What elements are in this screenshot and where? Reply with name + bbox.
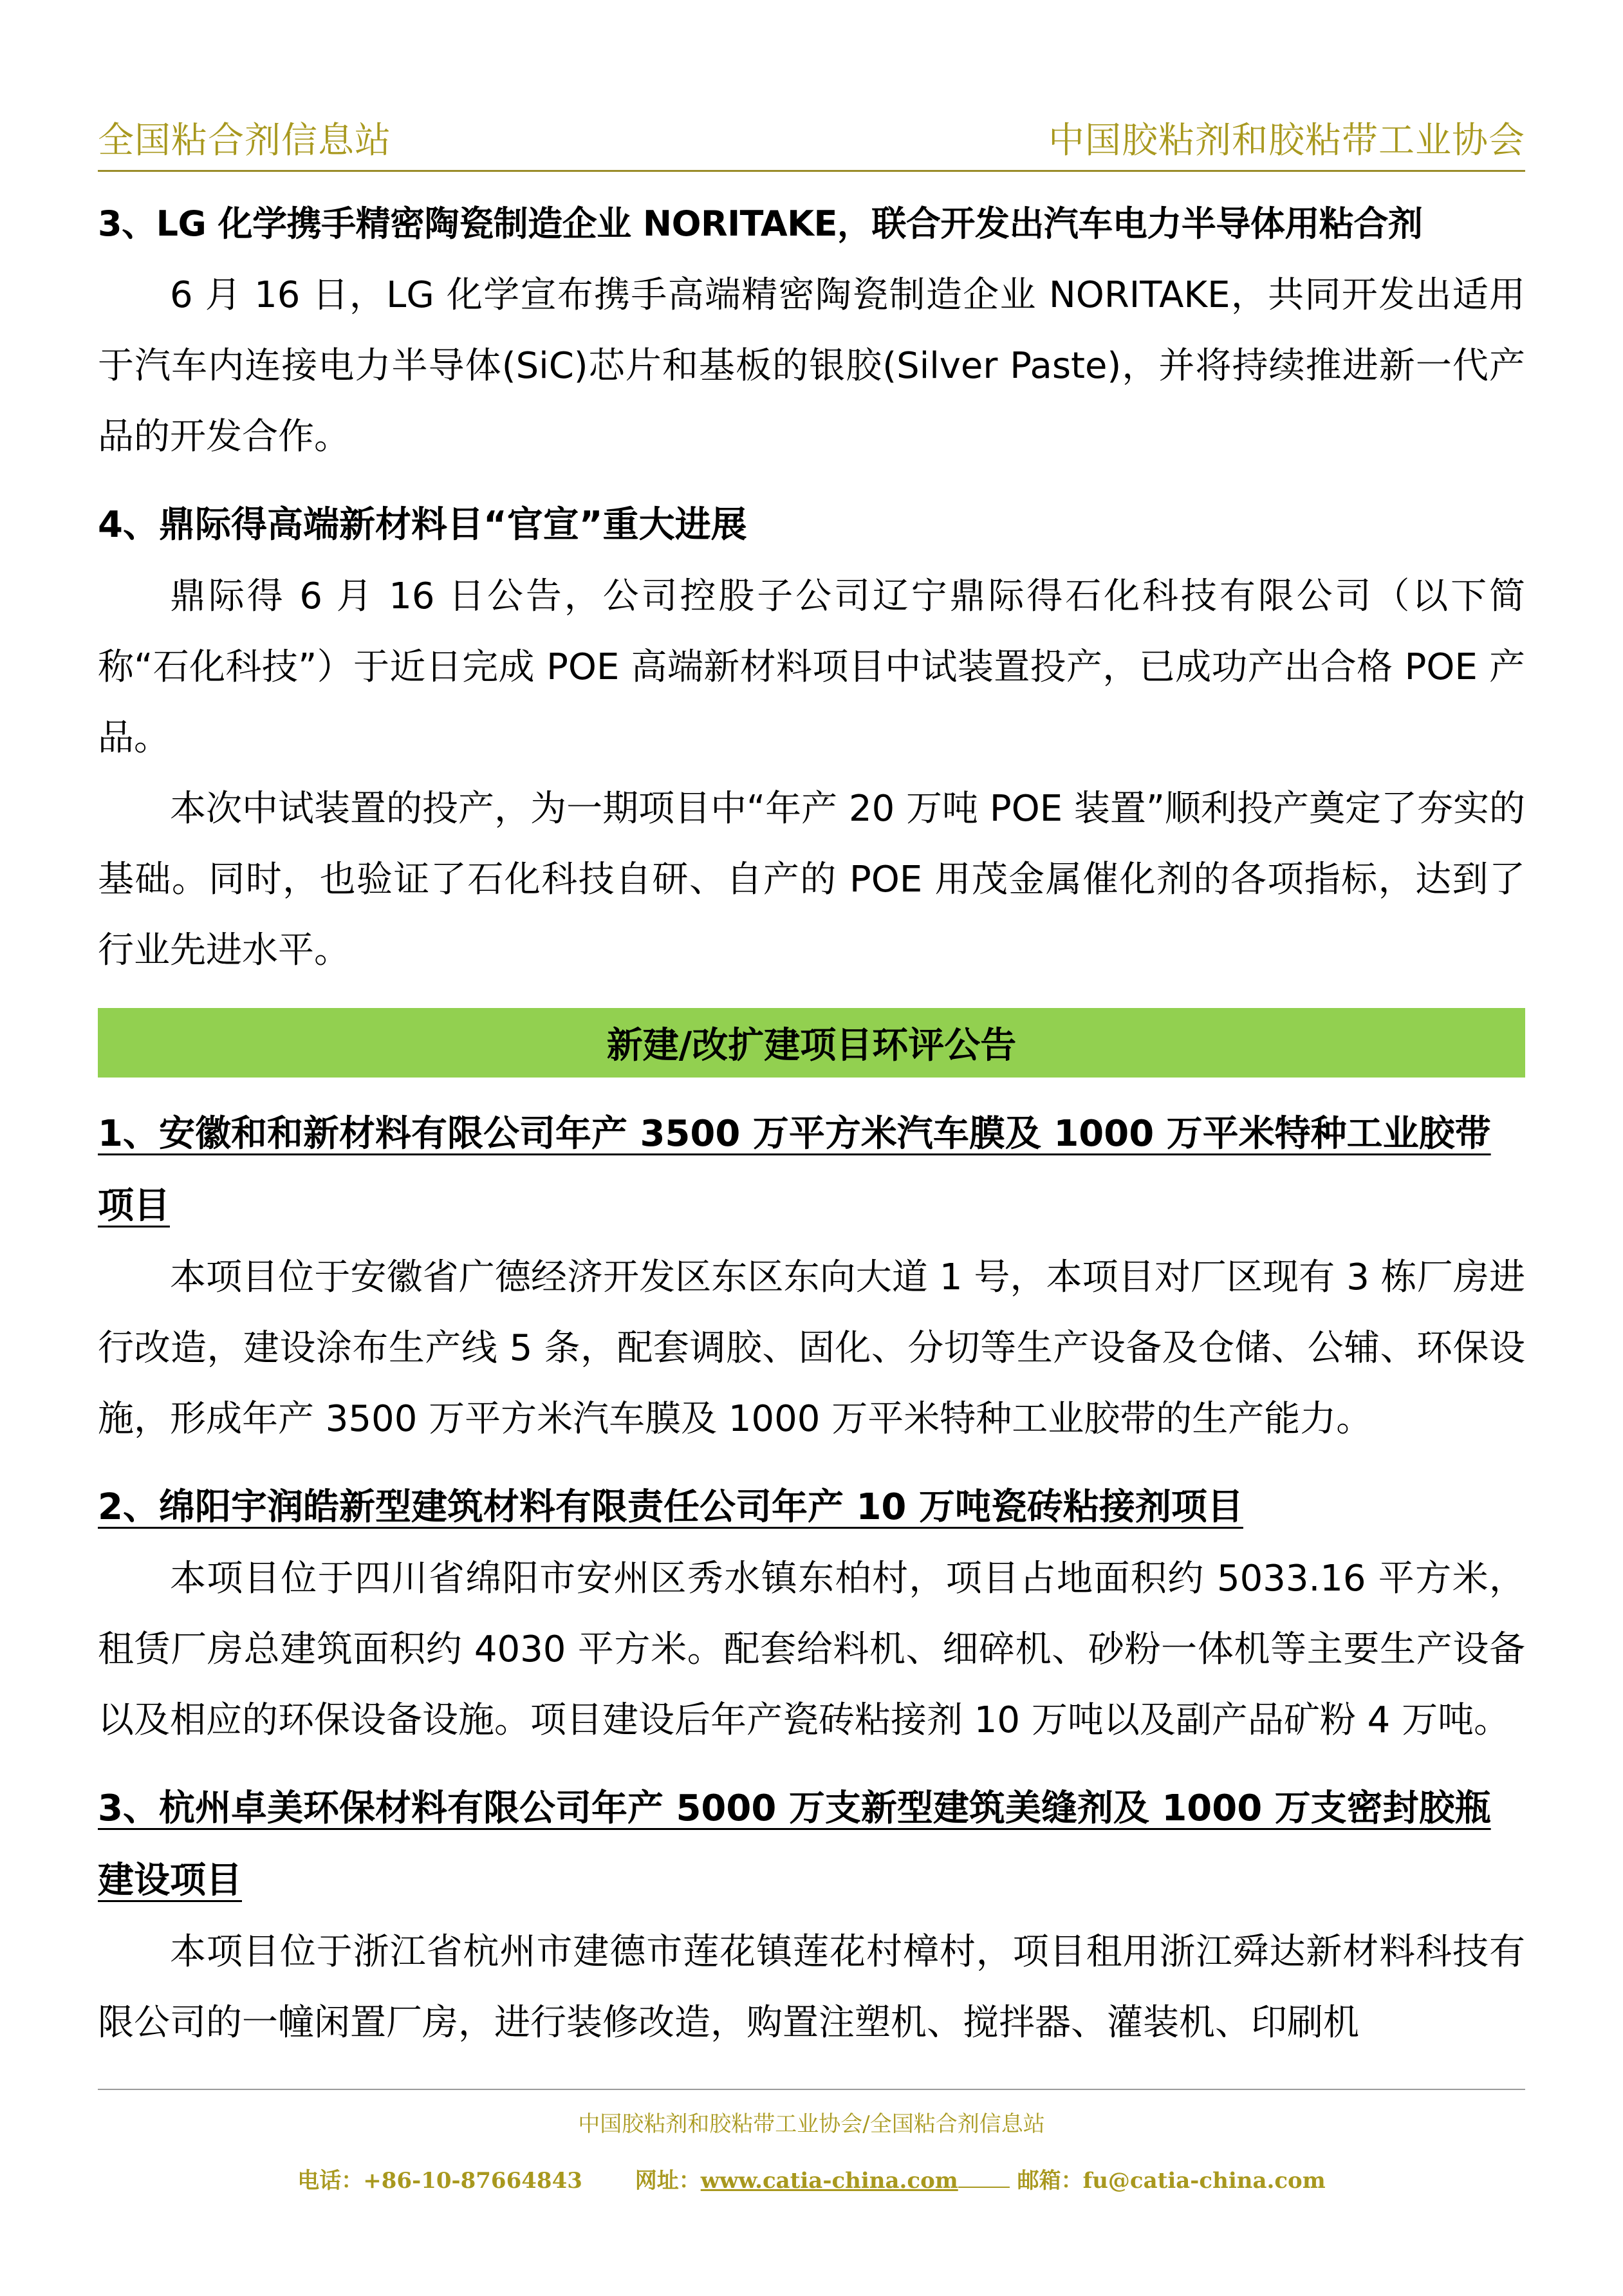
footer-website-link[interactable]: www.catia-china.com bbox=[700, 2168, 958, 2194]
footer-phone-label: 电话： bbox=[297, 2168, 364, 2194]
news-heading: 3、LG 化学携手精密陶瓷制造企业 NORITAKE，联合开发出汽车电力半导体用粘合剂 bbox=[98, 203, 1423, 244]
footer-email-link[interactable]: fu@catia-china.com bbox=[1082, 2168, 1326, 2194]
news-paragraph: 鼎际得 6 月 16 日公告，公司控股子公司辽宁鼎际得石化科技有限公司（以下简称“石化科技”）于近日完成 POE 高端新材料项目中试装置投产，已成功产出合格 POE 产品。 bbox=[98, 575, 1525, 759]
project-paragraph: 本项目位于浙江省杭州市建德市莲花镇莲花村樟村，项目租用浙江舜达新材料科技有限公司的一幢闲置厂房，进行装修改造，购置注塑机、搅拌器、灌装机、印刷机 bbox=[98, 1931, 1525, 2044]
project-paragraph: 本项目位于安徽省广德经济开发区东区东向大道 1 号，本项目对厂区现有 3 栋厂房进行改造，建设涂布生产线 5 条，配套调胶、固化、分切等生产设备及仓储、公辅、环保设施，形成年产 3500 万平方米汽车膜及 1000 万平米特种工业胶带的生产能力。 bbox=[98, 1256, 1525, 1440]
page-content bbox=[98, 188, 1525, 2058]
section-banner-title: 新建/改扩建项目环评公告 bbox=[606, 1025, 1017, 1067]
footer-web-label: 网址： bbox=[635, 2168, 701, 2194]
footer-contact bbox=[0, 2163, 1623, 2194]
project-heading: 1、安徽和和新材料有限公司年产 3500 万平方米汽车膜及 1000 万平米特种工业胶带项目 bbox=[98, 1113, 1491, 1227]
footer-phone: +86-10-87664843 bbox=[363, 2168, 582, 2194]
project-heading: 3、杭州卓美环保材料有限公司年产 5000 万支新型建筑美缝剂及 1000 万支密封胶瓶建设项目 bbox=[98, 1787, 1491, 1901]
footer-email-label: 邮箱： bbox=[1017, 2168, 1083, 2194]
news-paragraph: 6 月 16 日，LG 化学宣布携手高端精密陶瓷制造企业 NORITAKE，共同开发出适用于汽车内连接电力半导体(SiC)芯片和基板的银胶(Silver Paste)，并将持续推进新一代产品的开发合作。 bbox=[98, 274, 1525, 458]
header-left-title: 全国粘合剂信息站 bbox=[98, 120, 391, 162]
footer-divider bbox=[98, 2089, 1525, 2090]
project-heading: 2、绵阳宇润皓新型建筑材料有限责任公司年产 10 万吨瓷砖粘接剂项目 bbox=[98, 1486, 1243, 1528]
header-right-title: 中国胶粘剂和胶粘带工业协会 bbox=[1048, 120, 1525, 162]
news-paragraph: 本次中试装置的投产，为一期项目中“年产 20 万吨 POE 装置”顺利投产奠定了夯实的基础。同时，也验证了石化科技自研、自产的 POE 用茂金属催化剂的各项指标，达到了行业先进水平。 bbox=[98, 788, 1525, 971]
news-heading: 4、鼎际得高端新材料目“官宣”重大进展 bbox=[98, 504, 747, 546]
footer-org: 中国胶粘剂和胶粘带工业协会/全国粘合剂信息站 bbox=[578, 2111, 1045, 2137]
page-header bbox=[98, 116, 1525, 172]
section-banner bbox=[98, 1008, 1525, 1078]
footer-underline bbox=[958, 2170, 1010, 2188]
project-paragraph: 本项目位于四川省绵阳市安州区秀水镇东柏村，项目占地面积约 5033.16 平方米，租赁厂房总建筑面积约 4030 平方米。配套给料机、细碎机、砂粉一体机等主要生产设备以及相应的环保设备设施。项目建设后年产瓷砖粘接剂 10 万吨以及副产品矿粉 4 万吨。 bbox=[98, 1558, 1525, 1741]
